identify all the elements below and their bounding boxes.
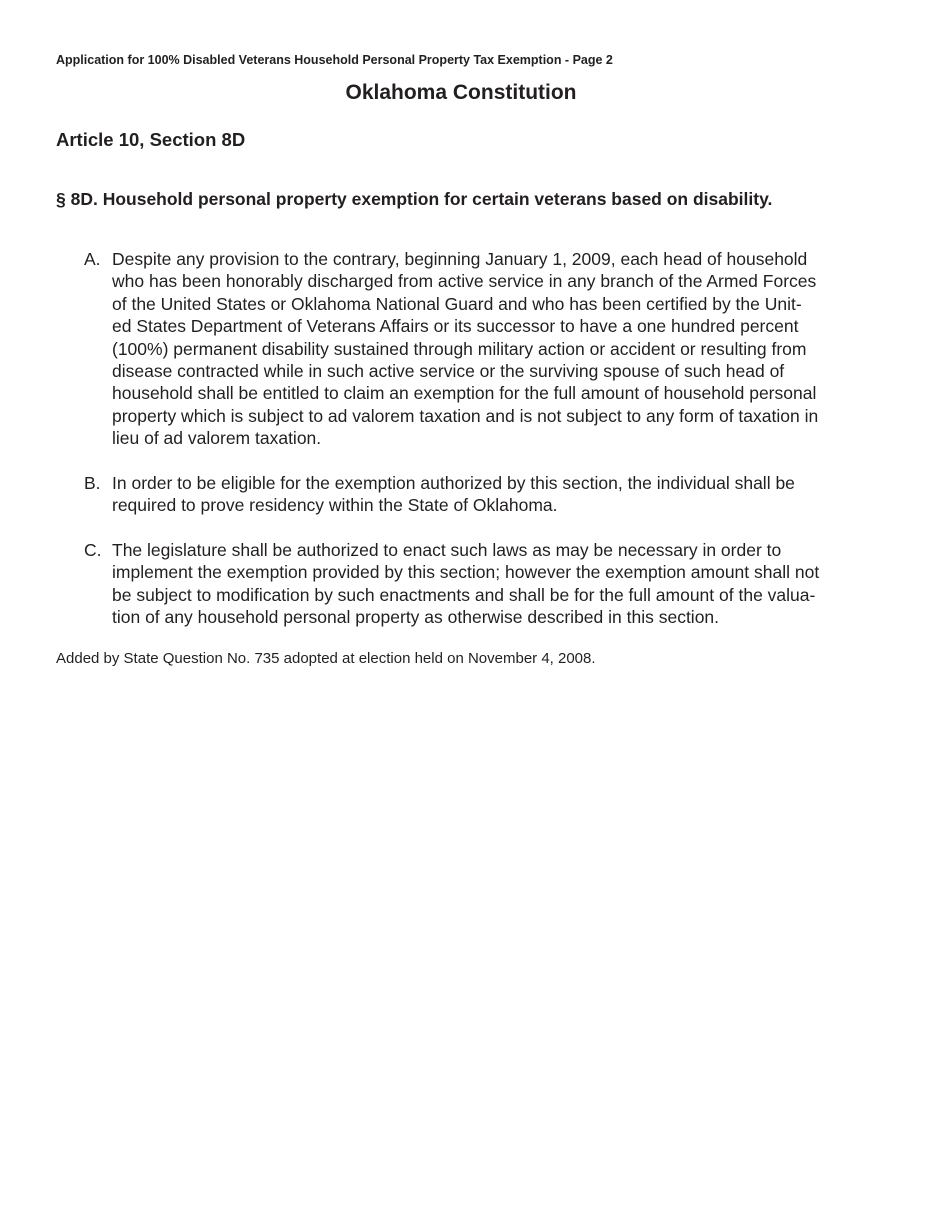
clause-line: be subject to modification by such enactments and shall be for the full amount of the valua- <box>112 584 816 605</box>
clause-line: The legislature shall be authorized to enact such laws as may be necessary in order to <box>112 540 782 560</box>
clause-line: ed States Department of Veterans Affairs or its successor to have a one hundred percent <box>112 316 799 337</box>
clause-text <box>112 472 872 517</box>
clause-line: disease contracted while in such active service or the surviving spouse of such head of <box>112 361 785 382</box>
clause-line: (100%) permanent disability sustained through military action or accident or resulting from <box>112 338 807 359</box>
clause-line: Despite any provision to the contrary, beginning January 1, 2009, each head of household <box>112 249 808 269</box>
clause-line: implement the exemption provided by this section; however the exemption amount shall not <box>112 562 820 583</box>
section-heading: § 8D. Household personal property exemption for certain veterans based on disability. <box>56 189 773 209</box>
document-title: Oklahoma Constitution <box>345 81 577 104</box>
article-heading: Article 10, Section 8D <box>56 129 246 150</box>
clause-text <box>112 248 872 450</box>
clause-line: tion of any household personal property as otherwise described in this section. <box>112 607 720 628</box>
clause-letter: A. <box>84 249 101 269</box>
clause-line: property which is subject to ad valorem taxation and is not subject to any form of taxation in <box>112 405 819 426</box>
clause-letter: B. <box>84 473 101 493</box>
clause-line: In order to be eligible for the exemption authorized by this section, the individual shall be <box>112 473 795 493</box>
clause-line: of the United States or Oklahoma National Guard and who has been certified by the Unit- <box>112 293 802 314</box>
clause-line: household shall be entitled to claim an exemption for the full amount of household personal <box>112 383 817 404</box>
amendment-footnote: Added by State Question No. 735 adopted at election held on November 4, 2008. <box>56 650 596 667</box>
clause-letter: C. <box>84 540 102 560</box>
clause-line: lieu of ad valorem taxation. <box>112 428 322 449</box>
clause-line: who has been honorably discharged from active service in any branch of the Armed Forces <box>112 271 817 292</box>
clause-line: required to prove residency within the State of Oklahoma. <box>112 495 558 516</box>
running-header: Application for 100% Disabled Veterans Household Personal Property Tax Exemption - Page 2 <box>56 53 613 67</box>
clause-text <box>112 539 872 629</box>
